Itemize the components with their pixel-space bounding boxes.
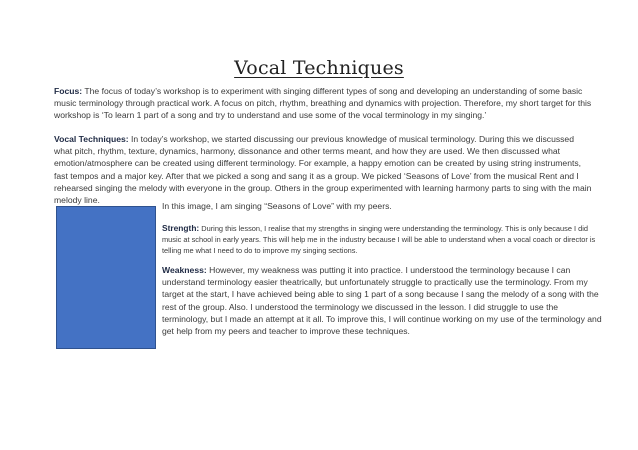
photo-caption: In this image, I am singing “Seasons of Love” with my peers.: [162, 201, 392, 211]
weakness-paragraph: [162, 264, 602, 337]
weakness-text: However, my weakness was putting it into practice. I understood the terminology because I can understand terminology easier theatrically, but unfortunately struggle to practically use the terminology. From my target at the start, I have achieved being able to sing 1 part of a song because I sang the melody of a song with the rest of the group. Also. I understood the terminology we discussed in the lesson. I did struggle to use the terminology, but I made an attempt at it all. To improve this, I will continue working on my use of the terminology and get help from my peers and teacher to improve these techniques.: [162, 265, 602, 337]
focus-paragraph: [54, 85, 594, 122]
vocal-techniques-text: In today’s workshop, we started discussing our previous knowledge of musical terminology. During this we discussed what pitch, rhythm, texture, dynamics, harmony, dissonance and other terms meant, and how they are used. We then discussed what emotion/atmosphere can be created using different terminology. For example, a happy emotion can be created by using string instruments, fast tempos and a major key. After that we picked a song and sang it as a group. We picked ‘Seasons of Love’ from the musical Rent and I rehearsed singing the melody with everyone in the group. Others in the group experimented with learning harmony parts to sing with the main melody line.: [54, 134, 592, 206]
focus-label: Focus:: [54, 86, 83, 96]
focus-text: The focus of today’s workshop is to experiment with singing different types of song and developing an understanding of some basic music terminology through practical work. A focus on pitch, rhythm, breathing and dynamics with projection. Therefore, my short target for this workshop is ‘To learn 1 part of a song and try to understand and use some of the vocal terminology in my singing.’: [54, 86, 592, 121]
page-title: Vocal Techniques: [234, 57, 404, 79]
singing-photo-placeholder: [56, 206, 156, 349]
strength-paragraph: [162, 223, 602, 256]
vocal-techniques-paragraph: [54, 133, 594, 206]
vocal-techniques-label: Vocal Techniques:: [54, 134, 129, 144]
strength-text: During this lesson, I realise that my strengths in singing were understanding the terminology. This is only because I did music at school in early years. This will help me in the industry because I will be able to understand when a vocal coach or director is telling me what I need to do to improve my singing sections.: [162, 224, 596, 255]
weakness-label: Weakness:: [162, 265, 207, 275]
strength-label: Strength:: [162, 223, 200, 233]
